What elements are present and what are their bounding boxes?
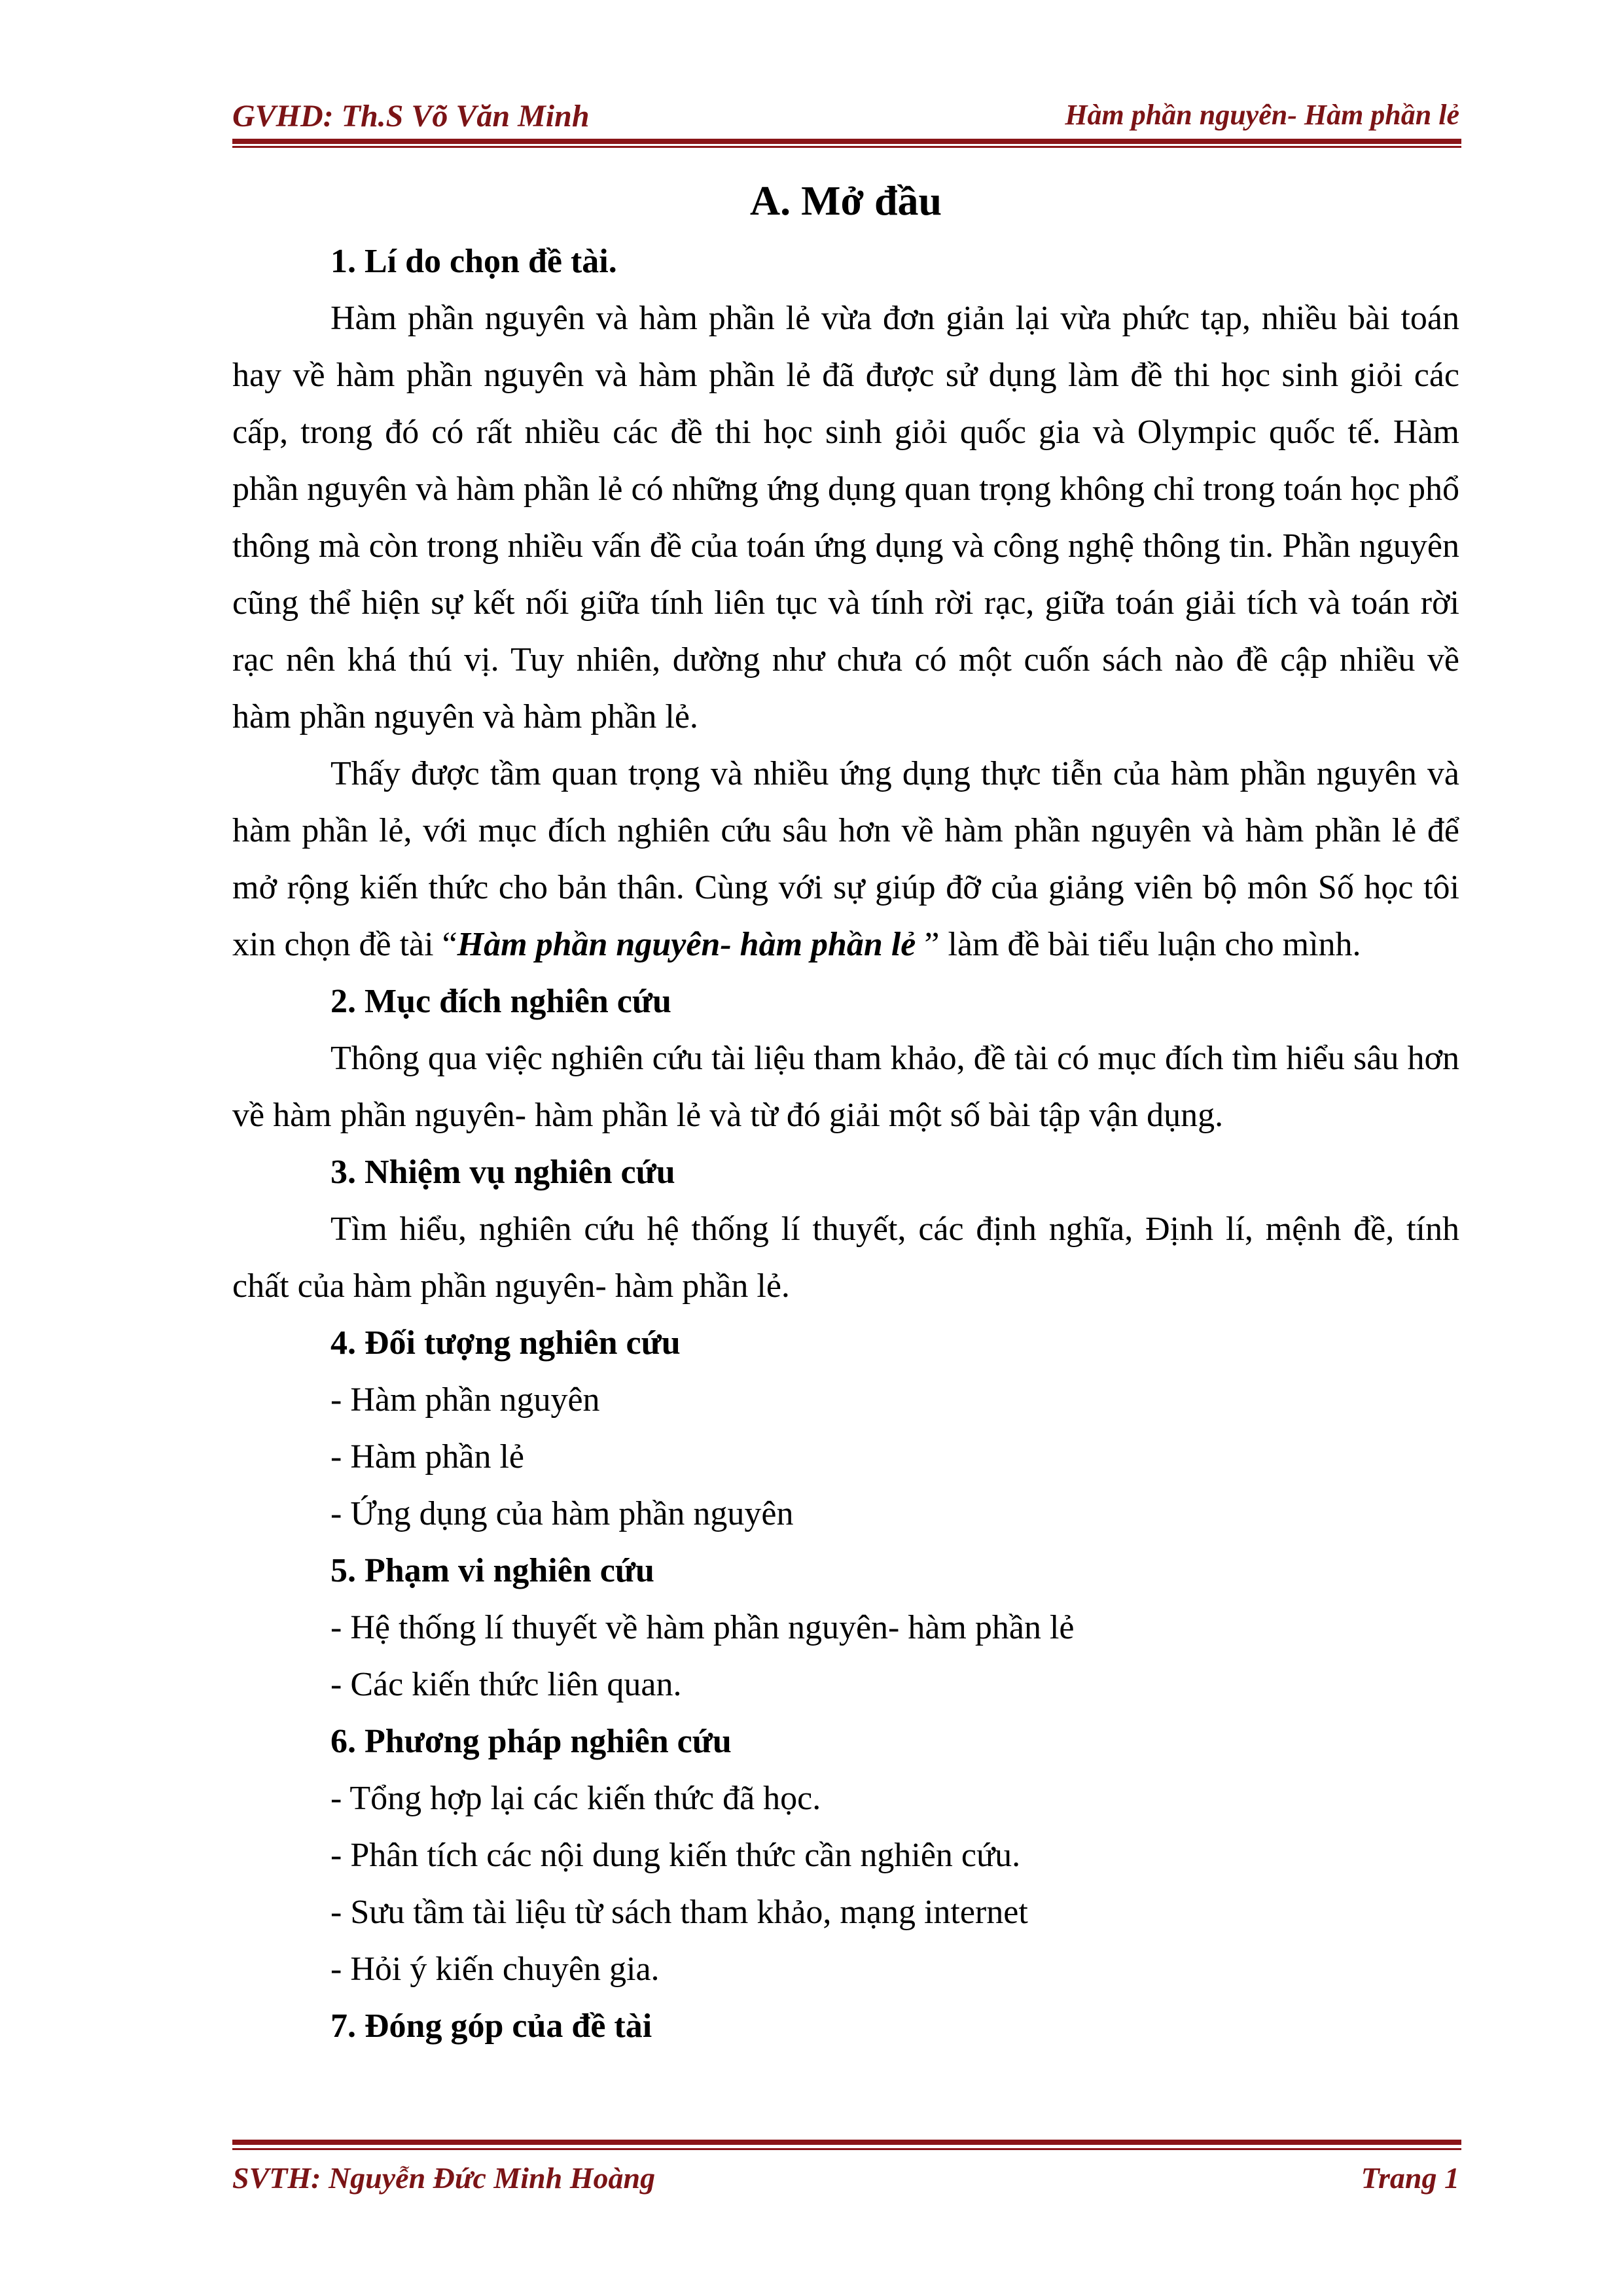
paragraph: Tìm hiểu, nghiên cứu hệ thống lí thuyết, các định nghĩa, Định lí, mệnh đề, tính chất của hàm phần nguyên- hàm phần lẻ.: [232, 1210, 1459, 1305]
section-heading-5: 5. Phạm vi nghiên cứu: [330, 1552, 654, 1589]
paragraph: Thông qua việc nghiên cứu tài liệu tham khảo, đề tài có mục đích tìm hiểu sâu hơn về hàm phần nguyên- hàm phần lẻ và từ đó giải một số bài tập vận dụng.: [232, 1040, 1459, 1134]
list-item: - Phân tích các nội dung kiến thức cần nghiên cứu.: [330, 1837, 1021, 1874]
section-heading-3: 3. Nhiệm vụ nghiên cứu: [330, 1154, 675, 1191]
paragraph: [232, 745, 1459, 973]
header-advisor: GVHD: Th.S Võ Văn Minh: [232, 99, 590, 133]
page-body: [232, 171, 1459, 2055]
header-topic: Hàm phần nguyên- Hàm phần lẻ: [1065, 99, 1459, 131]
section-heading-2: 2. Mục đích nghiên cứu: [330, 983, 671, 1020]
section-heading-4: 4. Đối tượng nghiên cứu: [330, 1324, 681, 1362]
page-header: [232, 98, 1459, 137]
header-rule-thin: [232, 146, 1461, 148]
page-title: A. Mở đầu: [749, 177, 942, 224]
footer-rule-thin: [232, 2148, 1461, 2150]
topic-title-emphasis: Hàm phần nguyên- hàm phần lẻ: [457, 926, 916, 963]
list-item: - Hàm phần lẻ: [330, 1438, 525, 1475]
footer-rule-thick: [232, 2140, 1461, 2145]
list-item: - Các kiến thức liên quan.: [330, 1666, 682, 1703]
section-heading-1: 1. Lí do chọn đề tài.: [330, 243, 617, 280]
list-item: - Hàm phần nguyên: [330, 1381, 600, 1419]
footer-student: SVTH: Nguyễn Đức Minh Hoàng: [232, 2161, 656, 2195]
list-item: - Hỏi ý kiến chuyên gia.: [330, 1951, 660, 1988]
list-item: - Tổng hợp lại các kiến thức đã học.: [330, 1780, 821, 1817]
paragraph-text: Thấy được tầm quan trọng và nhiều ứng dụng thực tiễn của hàm phần nguyên và hàm phần lẻ, với mục đích nghiên cứu sâu hơn về hàm phần nguyên và hàm phần lẻ để mở rộng kiến thức cho bản thân. Cùng với sự giúp đỡ của giảng viên bộ môn Số học tôi xin chọn đề tài “: [232, 755, 1459, 963]
page-footer: [232, 2161, 1459, 2200]
section-heading-6: 6. Phương pháp nghiên cứu: [330, 1723, 732, 1760]
paragraph-text: ” làm đề bài tiểu luận cho mình.: [916, 926, 1361, 963]
list-item: - Hệ thống lí thuyết về hàm phần nguyên- hàm phần lẻ: [330, 1609, 1075, 1646]
page-number: Trang 1: [1361, 2161, 1459, 2195]
section-heading-7: 7. Đóng góp của đề tài: [330, 2007, 652, 2045]
paragraph: Hàm phần nguyên và hàm phần lẻ vừa đơn giản lại vừa phức tạp, nhiều bài toán hay về hàm phần nguyên và hàm phần lẻ đã được sử dụng làm đề thi học sinh giỏi các cấp, trong đó có rất nhiều các đề thi học sinh giỏi quốc gia và Olympic quốc tế. Hàm phần nguyên và hàm phần lẻ có những ứng dụng quan trọng không chỉ trong toán học phổ thông mà còn trong nhiều vấn đề của toán ứng dụng và công nghệ thông tin. Phần nguyên cũng thể hiện sự kết nối giữa tính liên tục và tính rời rạc, giữa toán giải tích và toán rời rạc nên khá thú vị. Tuy nhiên, dường như chưa có một cuốn sách nào đề cập nhiều về hàm phần nguyên và hàm phần lẻ.: [232, 300, 1459, 735]
header-rule-thick: [232, 139, 1461, 144]
list-item: - Sưu tầm tài liệu từ sách tham khảo, mạng internet: [330, 1894, 1028, 1931]
list-item: - Ứng dụng của hàm phần nguyên: [330, 1495, 794, 1532]
